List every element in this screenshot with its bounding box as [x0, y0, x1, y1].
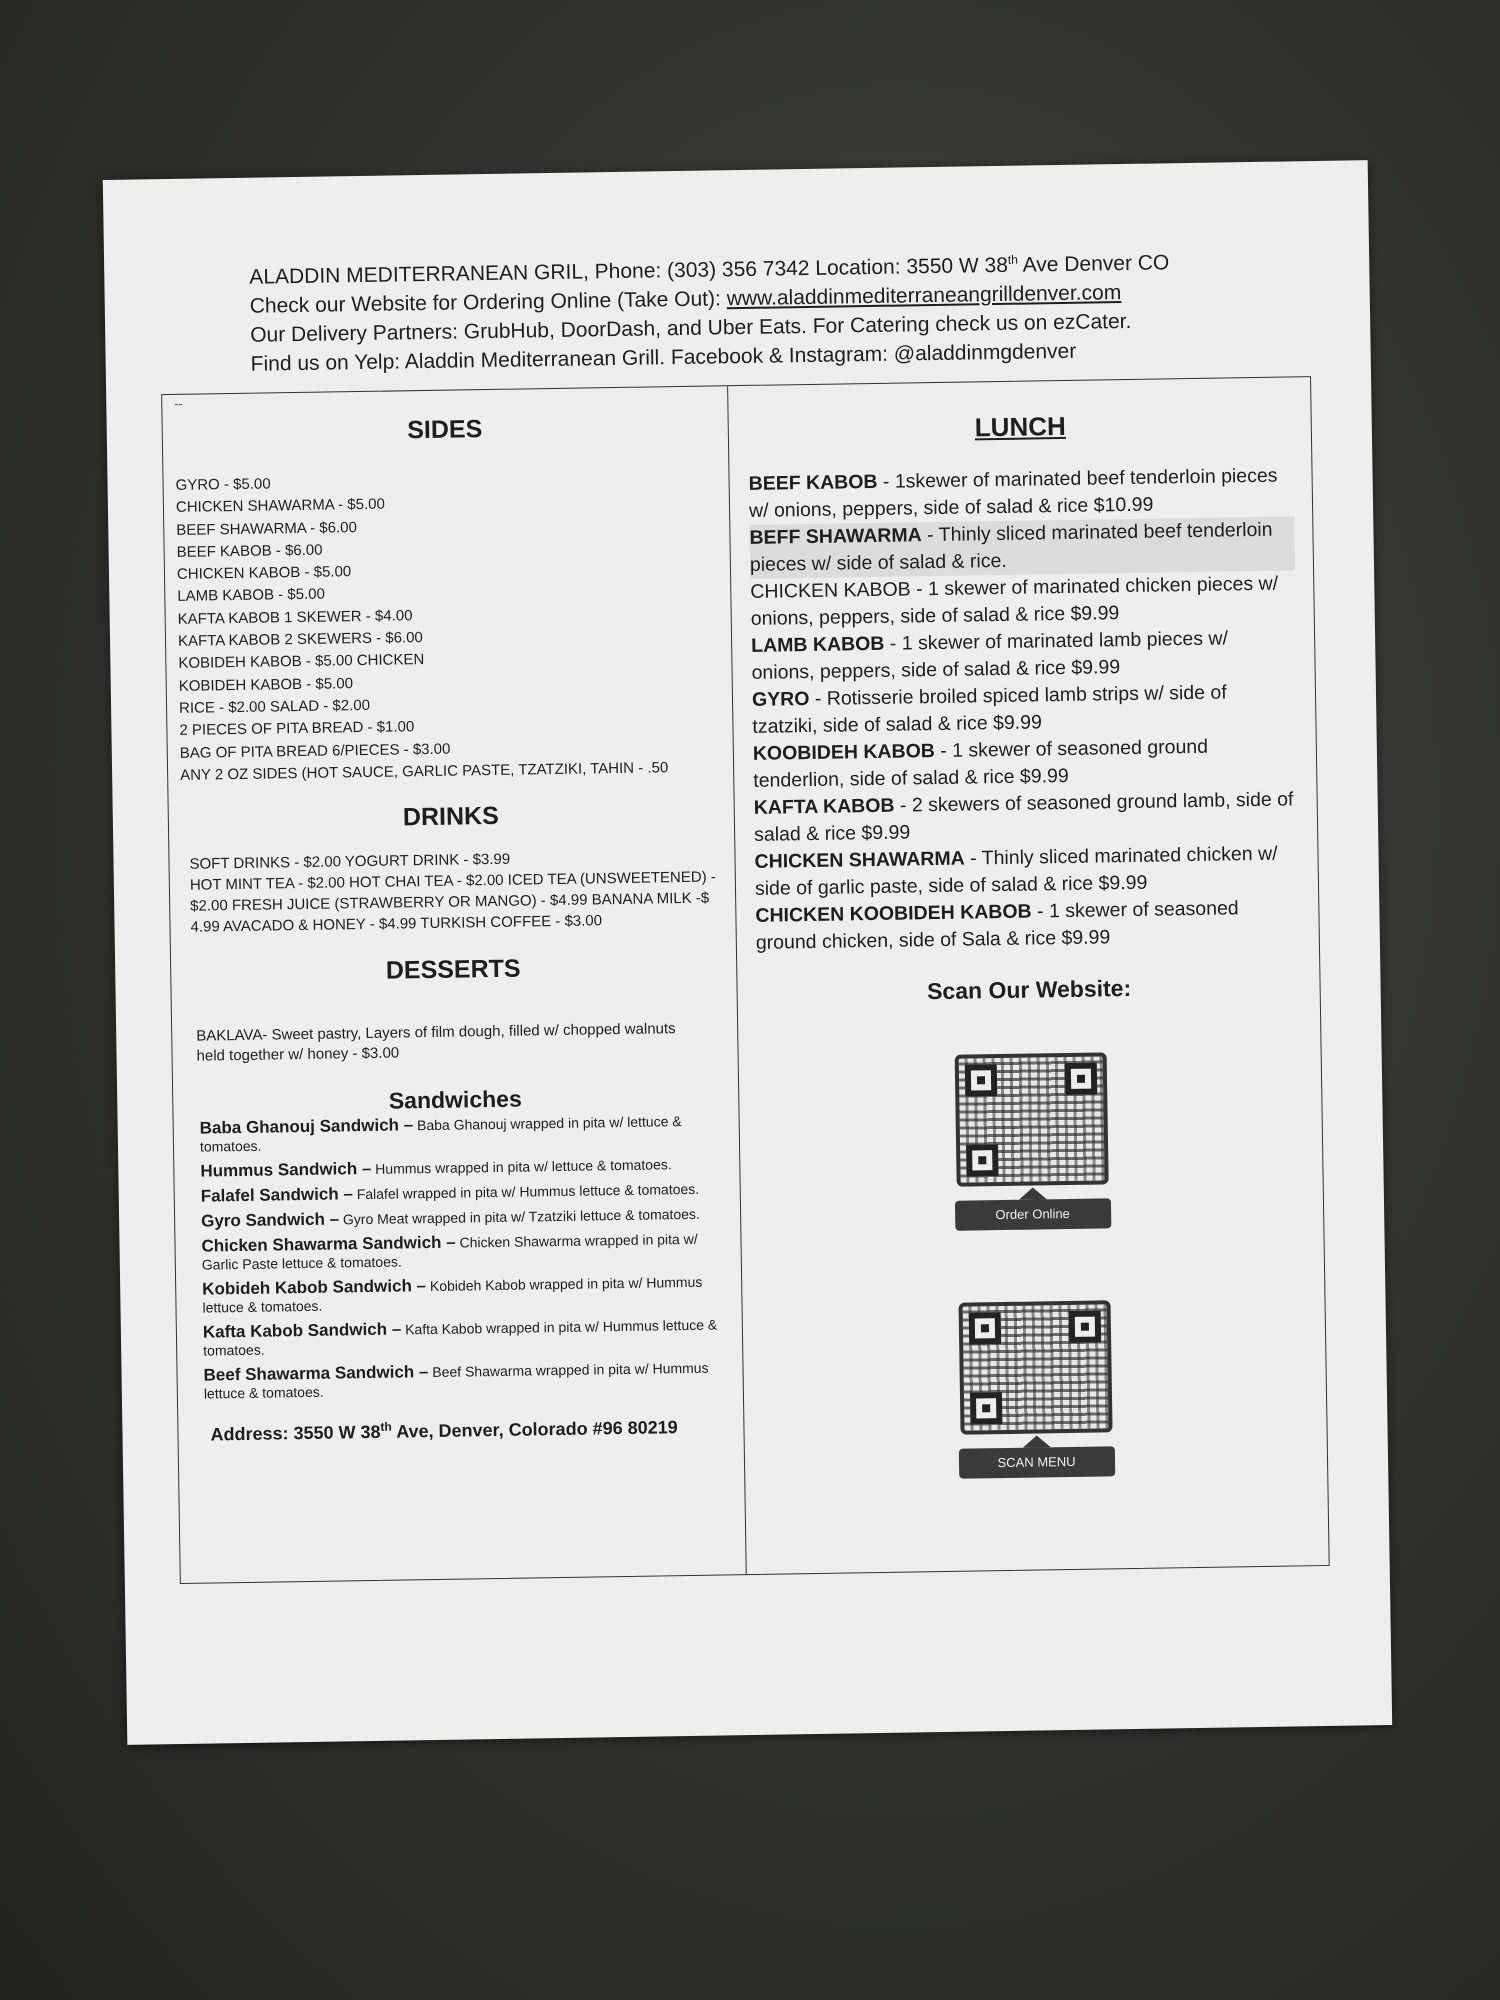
- desserts-title: DESSERTS: [385, 954, 521, 985]
- column-divider: [727, 386, 747, 1574]
- sandwich-name: Gyro Sandwich –: [201, 1209, 340, 1231]
- lunch-item-desc: - 1skewer of marinated beef tenderloin pieces w/ onions, peppers, side of salad & rice $10.99: [748, 464, 1278, 522]
- lunch-item-name: CHICKEN KOOBIDEH KABOB: [755, 900, 1032, 927]
- sides-item: LAMB KABOB - $5.00: [177, 586, 326, 606]
- sandwich-desc: Chicken Shawarma wrapped in pita w/ Garlic Paste lettuce & tomatoes.: [201, 1230, 698, 1273]
- header-line-1-end: Ave Denver CO: [1017, 251, 1170, 277]
- website-link[interactable]: www.aladdinmediterraneangrilldenver.com: [726, 281, 1122, 311]
- qr-finder-mark: [1068, 1311, 1100, 1343]
- sandwich-name: Falafel Sandwich –: [200, 1184, 354, 1206]
- scan-menu-qr-block[interactable]: [954, 1300, 1117, 1478]
- lunch-item: [751, 624, 1297, 687]
- drinks-title: DRINKS: [402, 802, 499, 832]
- sandwich-item: [203, 1315, 730, 1359]
- lunch-item: [755, 894, 1301, 957]
- lunch-item: [752, 678, 1298, 741]
- lunch-item: [749, 516, 1295, 579]
- sandwich-item: [201, 1180, 727, 1206]
- scan-menu-label: SCAN MENU: [958, 1446, 1114, 1478]
- dessert-item: [184, 1019, 725, 1067]
- lunch-item: [748, 462, 1294, 525]
- sandwich-desc: Hummus wrapped in pita w/ lettuce & tomatoes.: [371, 1156, 672, 1178]
- sandwich-item: [203, 1358, 730, 1402]
- drinks-line: SOFT DRINKS - $2.00 YOGURT DRINK - $3.99: [189, 850, 511, 873]
- header-line-1-text: ALADDIN MEDITERRANEAN GRIL, Phone: (303) 356 7342 Location: 3550 W 38: [249, 253, 1009, 289]
- order-online-qr-block[interactable]: [950, 1052, 1113, 1230]
- sides-item: 2 PIECES OF PITA BREAD - $1.00: [179, 718, 415, 740]
- lunch-item-desc: - 2 skewers of seasoned ground lamb, side of salad & rice $9.99: [753, 788, 1294, 846]
- sides-item: KAFTA KABOB 2 SKEWERS - $6.00: [177, 629, 423, 650]
- sandwiches-title: Sandwiches: [388, 1085, 522, 1114]
- sandwich-item: [200, 1155, 726, 1181]
- sandwich-name: Kobideh Kabob Sandwich –: [202, 1276, 427, 1299]
- sandwich-desc: Baba Ghanouj wrapped in pita w/ lettuce & tomatoes.: [199, 1113, 682, 1155]
- order-online-label: Order Online: [954, 1198, 1110, 1230]
- header-line-3: Our Delivery Partners: GrubHub, DoorDash, and Uber Eats. For Catering check us on ezCater.: [250, 309, 1132, 347]
- sandwich-name: Beef Shawarma Sandwich –: [203, 1362, 429, 1385]
- header-line-4: Find us on Yelp: Aladdin Mediterranean Grill. Facebook & Instagram: @aladdinmgdenver: [250, 339, 1077, 376]
- dessert-line: BAKLAVA- Sweet pastry, Layers of film dough, filled w/ chopped walnuts: [196, 1020, 676, 1045]
- sandwich-name: Hummus Sandwich –: [200, 1159, 372, 1181]
- lunch-item-desc: - 1 skewer of marinated chicken pieces w/ onions, peppers, side of salad & rice $9.99: [750, 572, 1279, 630]
- qr-finder-mark: [969, 1392, 1001, 1424]
- order-online-qr-code[interactable]: [954, 1052, 1108, 1186]
- sandwich-name: Chicken Shawarma Sandwich –: [201, 1232, 456, 1256]
- scan-menu-qr-code[interactable]: [958, 1300, 1112, 1434]
- drinks-line: $2.00 FRESH JUICE (STRAWBERRY OR MANGO) - $4.99 BANANA MILK -$: [190, 889, 710, 915]
- lunch-title: LUNCH: [974, 410, 1067, 443]
- sides-item: KAFTA KABOB 1 SKEWER - $4.00: [177, 607, 413, 628]
- lunch-item-desc: - Thinly sliced marinated beef tenderloin pieces w/ side of salad & rice.: [749, 518, 1273, 576]
- lunch-item: [753, 732, 1299, 795]
- corner-mark: --: [174, 396, 183, 411]
- drinks-line: 4.99 AVACADO & HONEY - $4.99 TURKISH COFFEE - $3.00: [190, 912, 603, 936]
- sandwich-item: [202, 1273, 729, 1317]
- lunch-item-name: KOOBIDEH KABOB: [752, 740, 936, 765]
- sandwich-name: Kafta Kabob Sandwich –: [202, 1319, 402, 1342]
- qr-finder-mark: [966, 1144, 998, 1176]
- qr-finder-mark: [968, 1312, 1000, 1344]
- qr-finder-mark: [1064, 1063, 1096, 1095]
- lunch-item-name: BEFF SHAWARMA: [749, 524, 922, 549]
- lunch-item-name: BEEF KABOB: [748, 470, 878, 495]
- sides-item: ANY 2 OZ SIDES (HOT SAUCE, GARLIC PASTE, TZATZIKI, TAHIN - .50: [180, 759, 669, 784]
- lunch-item: [754, 840, 1300, 903]
- left-column: [174, 406, 730, 1446]
- drinks-list: [181, 846, 722, 938]
- lunch-item-name: CHICKEN KABOB: [750, 578, 911, 603]
- sandwiches-list: [186, 1112, 730, 1403]
- qr-finder-mark: [964, 1064, 996, 1096]
- menu-paper: [103, 160, 1392, 1745]
- sandwich-name: Baba Ghanouj Sandwich –: [199, 1115, 414, 1138]
- lunch-item-desc: - Thinly sliced marinated chicken w/ side of garlic paste, side of salad & rice $9.99: [754, 842, 1278, 900]
- lunch-item-desc: - 1 skewer of seasoned ground chicken, side of Sala & rice $9.99: [755, 897, 1239, 954]
- sides-title: SIDES: [407, 415, 483, 445]
- header-line-1-sup: th: [1007, 252, 1018, 267]
- sides-item: BEEF SHAWARMA - $6.00: [176, 518, 358, 539]
- sandwich-item: [201, 1205, 727, 1231]
- lunch-item: [754, 786, 1300, 849]
- lunch-item-name: CHICKEN SHAWARMA: [754, 847, 965, 873]
- address-text: Address: 3550 W 38: [210, 1421, 381, 1445]
- scan-title: Scan Our Website:: [926, 974, 1132, 1005]
- sides-item: KOBIDEH KABOB - $5.00 CHICKEN: [178, 651, 425, 673]
- sandwich-desc: Kobideh Kabob wrapped in pita w/ Hummus lettuce & tomatoes.: [202, 1273, 703, 1316]
- sides-item: BEEF KABOB - $6.00: [176, 541, 323, 561]
- dessert-line: held together w/ honey - $3.00: [196, 1044, 400, 1065]
- sandwich-desc: Kafta Kabob wrapped in pita w/ Hummus lettuce & tomatoes.: [203, 1316, 718, 1359]
- sides-item: CHICKEN KABOB - $5.00: [176, 563, 352, 584]
- drinks-line: HOT MINT TEA - $2.00 HOT CHAI TEA - $2.00 ICED TEA (UNSWEETENED) -: [189, 868, 716, 894]
- lunch-item-name: KAFTA KABOB: [753, 794, 895, 819]
- address-sup: th: [380, 1419, 392, 1434]
- arrow-up-icon: [1018, 1187, 1046, 1199]
- sides-item: BAG OF PITA BREAD 6/PIECES - $3.00: [179, 740, 451, 762]
- sides-item: RICE - $2.00 SALAD - $2.00: [178, 696, 371, 717]
- lunch-item-desc: - 1 skewer of marinated lamb pieces w/ onions, peppers, side of salad & rice $9.99: [751, 627, 1229, 684]
- lunch-item-name: LAMB KABOB: [751, 632, 885, 657]
- sandwich-desc: Gyro Meat wrapped in pita w/ Tzatziki lettuce & tomatoes.: [338, 1205, 700, 1228]
- sandwich-desc: Falafel wrapped in pita w/ Hummus lettuce & tomatoes.: [352, 1180, 700, 1203]
- header-line-2-text: Check our Website for Ordering Online (Take Out):: [249, 287, 727, 318]
- lunch-item-desc: - 1 skewer of seasoned ground tenderlion, side of salad & rice $9.99: [753, 735, 1209, 792]
- lunch-item-desc: - Rotisserie broiled spiced lamb strips w/ side of tzatziki, side of salad & rice $9.99: [752, 681, 1227, 738]
- arrow-up-icon: [1022, 1435, 1050, 1447]
- address-end: Ave, Denver, Colorado #96 80219: [391, 1417, 678, 1442]
- lunch-item: [750, 570, 1296, 633]
- menu-box: [161, 376, 1330, 1584]
- address: [190, 1414, 730, 1445]
- sides-item: KOBIDEH KABOB - $5.00: [178, 674, 354, 695]
- right-column: [748, 407, 1310, 1481]
- sandwich-item: [201, 1230, 728, 1274]
- lunch-list: [748, 462, 1301, 957]
- lunch-item-name: GYRO: [751, 687, 810, 711]
- menu-header: [249, 242, 1251, 379]
- sides-item: CHICKEN SHAWARMA - $5.00: [175, 495, 386, 517]
- sandwich-item: [200, 1112, 727, 1156]
- sandwich-desc: Beef Shawarma wrapped in pita w/ Hummus lettuce & tomatoes.: [203, 1359, 709, 1402]
- sides-list: [175, 466, 720, 787]
- sides-item: GYRO - $5.00: [175, 475, 271, 494]
